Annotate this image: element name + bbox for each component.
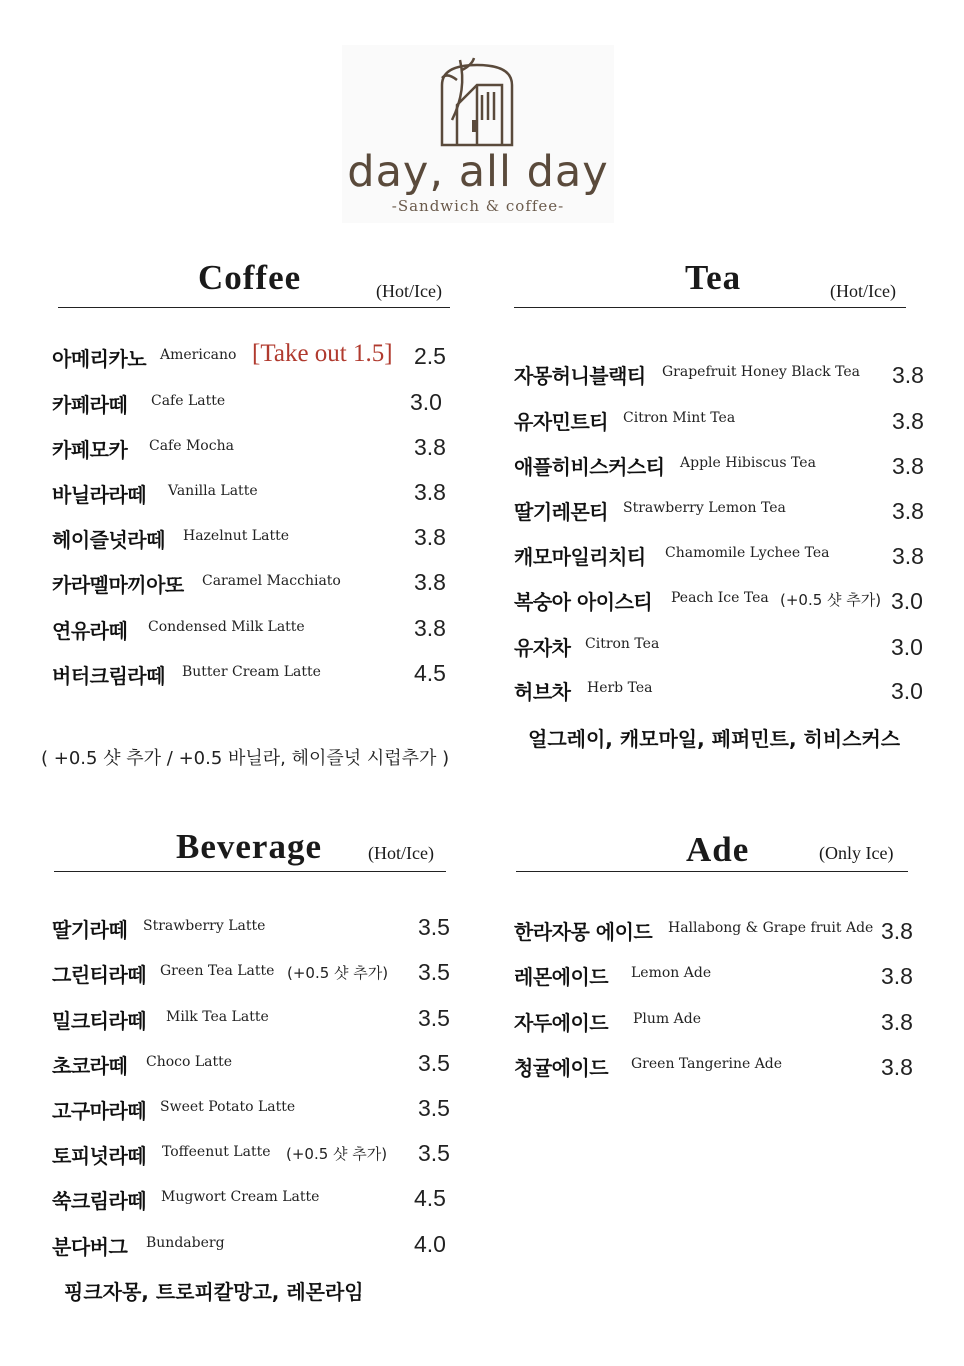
beverage-note: (Hot/Ice)	[368, 843, 434, 863]
item-price: 3.0	[410, 389, 442, 415]
item-name-en: Cafe Mocha	[149, 438, 234, 454]
item-name-ko: 연유라떼	[52, 619, 128, 643]
item-name-ko: 청귤에이드	[514, 1056, 609, 1080]
item-name-ko: 초코라떼	[52, 1054, 128, 1078]
item-name-en: Condensed Milk Latte	[148, 619, 305, 635]
item-name-ko: 자몽허니블랙티	[514, 364, 646, 388]
item-name-en: Herb Tea	[587, 680, 653, 696]
menu-item	[52, 479, 452, 509]
ade-divider	[516, 871, 908, 872]
menu-item	[514, 360, 924, 390]
coffee-title: Coffee	[198, 258, 302, 297]
menu-item	[514, 586, 924, 616]
item-name-en: Citron Mint Tea	[623, 410, 736, 426]
item-name-ko: 쑥크림라떼	[52, 1189, 147, 1213]
item-name-ko: 분다버그	[52, 1235, 128, 1259]
tea-note: (Hot/Ice)	[830, 281, 896, 301]
item-name-ko: 그린티라떼	[52, 963, 147, 987]
item-name-en: Lemon Ade	[631, 965, 712, 981]
beverage-divider	[54, 871, 446, 872]
item-name-en: Sweet Potato Latte	[160, 1099, 296, 1115]
item-name-ko: 바닐라라떼	[52, 483, 147, 507]
item-price: 4.0	[414, 1231, 446, 1257]
shot-addon-note: (+0.5 샷 추가)	[286, 1145, 388, 1163]
item-name-ko: 밀크티라떼	[52, 1009, 147, 1033]
ade-note: (Only Ice)	[819, 843, 894, 863]
item-price: 3.8	[892, 498, 924, 524]
menu-item	[514, 1007, 914, 1037]
takeout-price: [Take out 1.5]	[252, 340, 393, 367]
item-price: 3.5	[418, 914, 450, 940]
item-name-en: Milk Tea Latte	[166, 1009, 269, 1025]
menu-item	[52, 340, 452, 373]
menu-item	[514, 541, 924, 571]
item-price: 3.8	[414, 524, 446, 550]
item-name-ko: 토피넛라떼	[52, 1144, 147, 1168]
item-name-ko: 버터크림라떼	[52, 664, 165, 688]
item-name-en: Hazelnut Latte	[183, 528, 289, 544]
menu-item	[52, 524, 452, 554]
item-name-en: Toffeenut Latte	[162, 1144, 271, 1160]
menu-item	[514, 676, 924, 706]
item-price: 3.8	[881, 1009, 913, 1035]
tea-divider	[514, 307, 906, 308]
item-price: 4.5	[414, 660, 446, 686]
coffee-note: (Hot/Ice)	[376, 281, 442, 301]
item-name-en: Butter Cream Latte	[182, 664, 321, 680]
item-price: 3.5	[418, 1050, 450, 1076]
item-price: 3.8	[892, 543, 924, 569]
item-name-ko: 유자차	[514, 636, 571, 660]
item-price: 3.8	[892, 362, 924, 388]
item-name-en: Hallabong & Grape fruit Ade	[668, 920, 874, 936]
menu-item	[52, 615, 452, 645]
item-name-en: Grapefruit Honey Black Tea	[662, 364, 860, 380]
menu-item	[514, 496, 924, 526]
menu-item	[514, 916, 914, 946]
menu-item	[52, 1231, 452, 1261]
item-price: 3.8	[414, 615, 446, 641]
item-price: 3.5	[418, 1140, 450, 1166]
item-name-ko: 고구마라떼	[52, 1099, 147, 1123]
menu-item	[52, 959, 452, 989]
item-name-en: Peach Ice Tea	[671, 590, 769, 606]
item-price: 3.5	[418, 1095, 450, 1121]
menu-item	[52, 389, 452, 419]
menu-item	[52, 660, 452, 690]
item-name-ko: 레몬에이드	[514, 965, 609, 989]
brand-tagline: -Sandwich & coffee-	[391, 197, 565, 215]
coffee-divider	[58, 307, 450, 308]
item-name-ko: 카라멜마끼아또	[52, 573, 184, 597]
item-price: 3.8	[892, 408, 924, 434]
item-name-en: Mugwort Cream Latte	[161, 1189, 320, 1205]
item-name-en: Choco Latte	[146, 1054, 233, 1070]
item-name-en: Vanilla Latte	[168, 483, 258, 499]
brand-name: day, all day	[347, 147, 609, 197]
item-name-ko: 애플히비스커스티	[514, 455, 665, 479]
item-name-ko: 유자민트티	[514, 410, 609, 434]
item-price: 3.8	[414, 569, 446, 595]
menu-item	[52, 434, 452, 464]
menu-item	[52, 1140, 452, 1170]
tea-title: Tea	[685, 258, 742, 297]
item-name-en: Caramel Macchiato	[202, 573, 341, 589]
beverage-title: Beverage	[176, 827, 322, 866]
item-name-en: Green Tea Latte	[160, 963, 275, 979]
shot-addon-note: (+0.5 샷 추가)	[780, 591, 882, 609]
shot-addon-note: (+0.5 샷 추가)	[287, 964, 389, 982]
menu-item	[514, 451, 924, 481]
item-name-en: Apple Hibiscus Tea	[680, 455, 816, 471]
item-name-ko: 딸기레몬티	[514, 500, 609, 524]
item-name-en: Strawberry Latte	[143, 918, 266, 934]
menu-item	[52, 1005, 452, 1035]
item-name-ko: 자두에이드	[514, 1011, 609, 1035]
item-price: 3.0	[891, 634, 923, 660]
item-name-ko: 한라자몽 에이드	[514, 920, 653, 944]
item-price: 3.0	[891, 678, 923, 704]
menu-item	[52, 1095, 452, 1125]
menu-item	[514, 406, 924, 436]
item-name-ko: 딸기라떼	[52, 918, 128, 942]
item-name-en: Citron Tea	[585, 636, 660, 652]
item-price: 3.0	[891, 588, 923, 614]
item-name-en: Bundaberg	[146, 1235, 225, 1251]
item-price: 3.8	[881, 1054, 913, 1080]
herb-tea-options: 얼그레이, 캐모마일, 페퍼민트, 히비스커스	[528, 727, 901, 751]
item-name-en: Green Tangerine Ade	[631, 1056, 783, 1072]
item-price: 3.5	[418, 959, 450, 985]
menu-item	[52, 1185, 452, 1215]
menu-item	[52, 914, 452, 944]
logo	[342, 45, 614, 223]
item-price: 3.8	[414, 479, 446, 505]
item-price: 3.8	[881, 963, 913, 989]
item-name-en: Americano	[160, 347, 237, 363]
ade-title: Ade	[686, 830, 750, 869]
item-price: 3.8	[414, 434, 446, 460]
item-price: 3.5	[418, 1005, 450, 1031]
menu-item	[514, 1052, 914, 1082]
item-name-ko: 카페라떼	[52, 393, 128, 417]
item-name-ko: 복숭아 아이스티	[514, 590, 653, 614]
item-price: 2.5	[414, 343, 446, 369]
item-name-ko: 카페모카	[52, 438, 128, 462]
menu-item	[514, 961, 914, 991]
item-name-ko: 헤이즐넛라떼	[52, 528, 165, 552]
item-name-ko: 허브차	[514, 680, 571, 704]
item-price: 3.8	[881, 918, 913, 944]
item-price: 3.8	[892, 453, 924, 479]
item-name-en: Chamomile Lychee Tea	[665, 545, 830, 561]
coffee-footnote: ( +0.5 샷 추가 / +0.5 바닐라, 헤이즐넛 시럽추가 )	[41, 748, 450, 769]
bundaberg-flavors: 핑크자몽, 트로피칼망고, 레몬라임	[64, 1280, 364, 1304]
house-logo-icon	[432, 50, 527, 150]
item-name-en: Cafe Latte	[151, 393, 226, 409]
item-name-en: Plum Ade	[633, 1011, 701, 1027]
item-name-ko: 아메리카노	[52, 347, 147, 371]
menu-item	[52, 1050, 452, 1080]
menu-item	[52, 569, 452, 599]
item-name-ko: 캐모마일리치티	[514, 545, 646, 569]
item-price: 4.5	[414, 1185, 446, 1211]
item-name-en: Strawberry Lemon Tea	[623, 500, 786, 516]
menu-item	[514, 632, 924, 662]
